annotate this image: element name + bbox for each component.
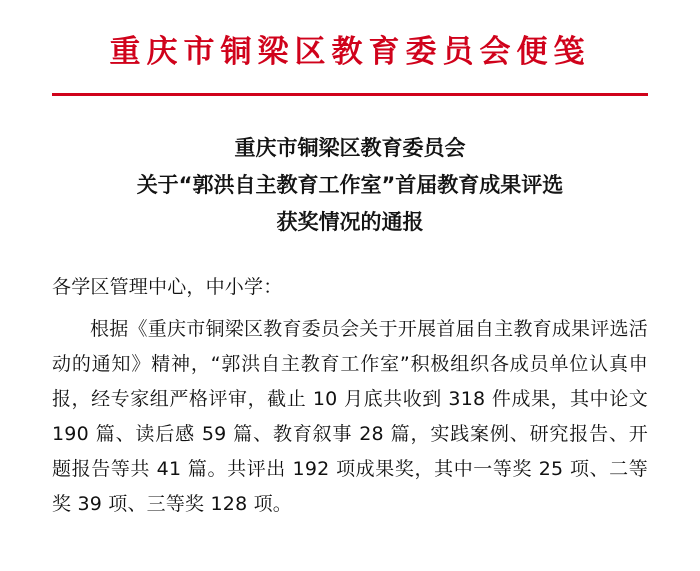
document-title-line-3: 获奖情况的通报 [276,209,424,234]
letterhead [52,0,648,96]
document-title [52,130,648,240]
body-paragraph-1: 根据《重庆市铜梁区教育委员会关于开展首届自主教育成果评选活动的通知》精神，“郭洪自主教育工作室”积极组织各成员单位认真申报，经专家组严格评审，截止 10 月底共收到 318 件成果，其中论文 190 篇、读后感 59 篇、教育叙事 28 篇，实践案例、研究报告、开题报告等共 41 篇。共评出 192 项成果奖，其中一等奖 25 项、二等奖 39 项、三等奖 128 项。 [52,317,648,516]
document-title-line-1: 重庆市铜梁区教育委员会 [234,136,466,161]
letterhead-title: 重庆市铜梁区教育委员会便笺 [109,34,591,70]
salutation: 各学区管理中心，中小学： [52,276,283,299]
document-title-line-2: 关于“郭洪自主教育工作室”首届教育成果评选 [136,172,564,197]
letterhead-divider [52,93,648,96]
document-body [52,270,648,522]
